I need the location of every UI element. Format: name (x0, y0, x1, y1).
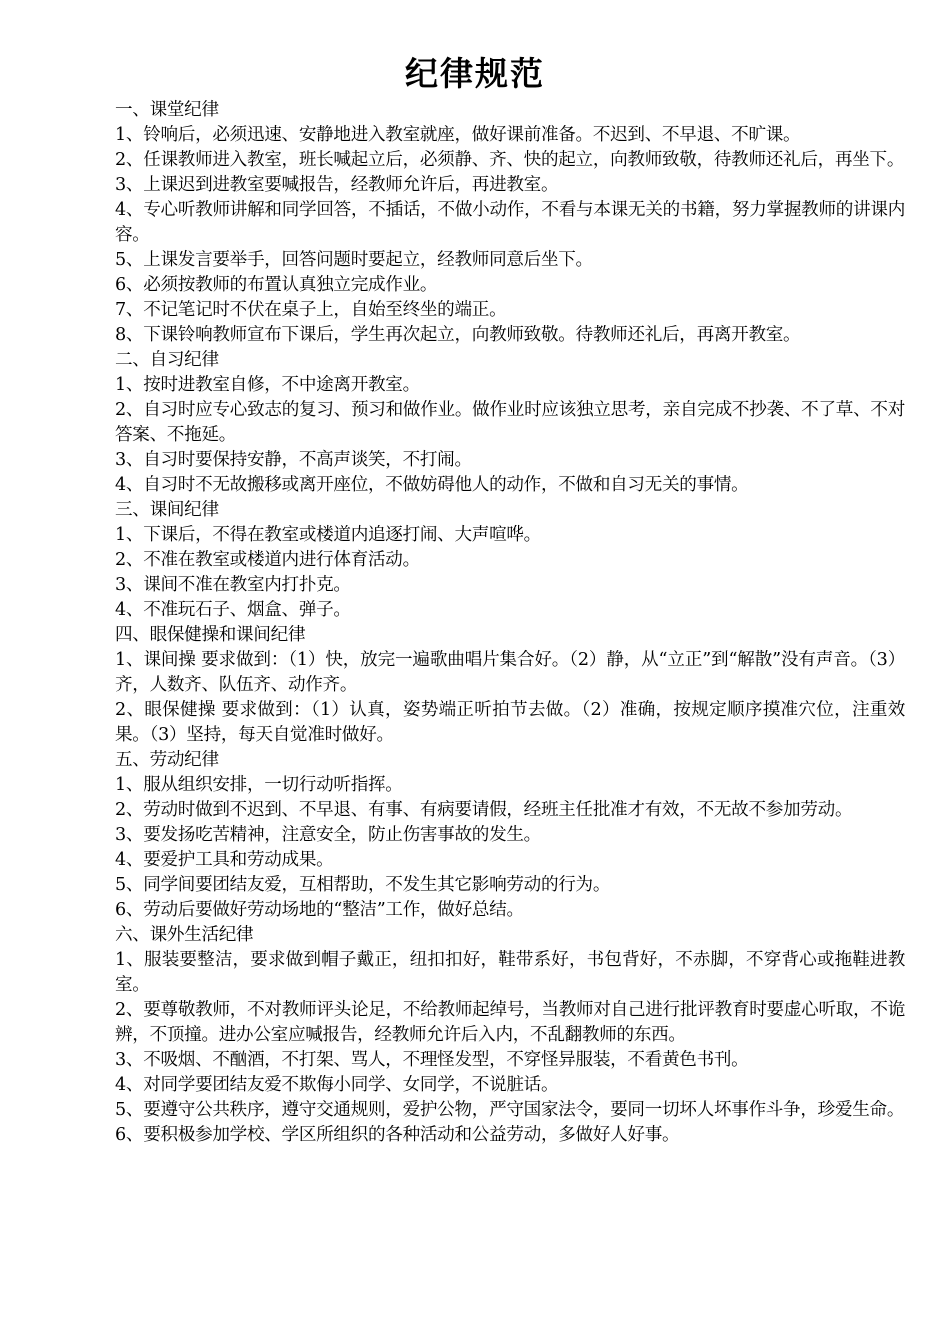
rule-item: 4、对同学要团结友爱不欺侮小同学、女同学，不说脏话。 (115, 1075, 559, 1095)
section-heading: 六、课外生活纪律 (115, 925, 254, 945)
rule-item: 2、眼保健操 要求做到：（1）认真，姿势端正听拍节去做。（2）准确，按规定顺序摸准穴位，注重效果。（3）坚持，每天自觉准时做好。 (115, 700, 905, 745)
rule-item: 7、不记笔记时不伏在桌子上，自始至终坐的端正。 (115, 300, 507, 320)
rule-item: 4、要爱护工具和劳动成果。 (115, 850, 334, 870)
rule-item: 1、下课后，不得在教室或楼道内追逐打闹、大声喧哗。 (115, 525, 541, 545)
section-labor (115, 748, 905, 923)
section-extracurricular (115, 923, 905, 1148)
rule-item: 5、要遵守公共秩序，遵守交通规则，爱护公物，严守国家法令，要同一切坏人坏事作斗争，珍爱生命。 (115, 1100, 905, 1120)
rule-item: 3、课间不准在教室内打扑克。 (115, 575, 351, 595)
section-heading: 二、自习纪律 (115, 350, 219, 370)
page-title: 纪律规范 (405, 54, 545, 93)
rule-item: 3、自习时要保持安静，不高声谈笑，不打闹。 (115, 450, 472, 470)
rule-item: 8、下课铃响教师宣布下课后，学生再次起立，向教师致敬。待教师还礼后，再离开教室。 (115, 325, 801, 345)
rule-item: 1、按时进教室自修，不中途离开教室。 (115, 375, 420, 395)
rule-item: 2、任课教师进入教室，班长喊起立后，必须静、齐、快的起立，向教师致敬，待教师还礼后，再坐下。 (115, 150, 905, 170)
section-heading: 三、课间纪律 (115, 500, 219, 520)
rule-item: 3、要发扬吃苦精神，注意安全，防止伤害事故的发生。 (115, 825, 541, 845)
rule-item: 6、劳动后要做好劳动场地的“整洁”工作，做好总结。 (115, 900, 524, 920)
rule-item: 3、上课迟到进教室要喊报告，经教师允许后，再进教室。 (115, 175, 559, 195)
document-body (115, 98, 905, 1148)
section-heading: 四、眼保健操和课间纪律 (115, 625, 306, 645)
rule-item: 2、不准在教室或楼道内进行体育活动。 (115, 550, 420, 570)
rule-item: 2、要尊敬教师，不对教师评头论足，不给教师起绰号，当教师对自己进行批评教育时要虚心听取，不诡辨，不顶撞。进办公室应喊报告，经教师允许后入内，不乱翻教师的东西。 (115, 1000, 905, 1045)
rule-item: 2、自习时应专心致志的复习、预习和做作业。做作业时应该独立思考，亲自完成不抄袭、不了草、不对答案、不拖延。 (115, 400, 905, 445)
rule-item: 3、不吸烟、不酗酒，不打架、骂人，不理怪发型，不穿怪异服装，不看黄色书刊。 (115, 1050, 749, 1070)
rule-item: 4、自习时不无故搬移或离开座位，不做妨碍他人的动作，不做和自习无关的事情。 (115, 475, 749, 495)
rule-item: 4、专心听教师讲解和同学回答，不插话，不做小动作，不看与本课无关的书籍，努力掌握教师的讲课内容。 (115, 200, 905, 245)
rule-item: 1、服从组织安排，一切行动听指挥。 (115, 775, 403, 795)
section-heading: 五、劳动纪律 (115, 750, 219, 770)
rule-item: 5、同学间要团结友爱，互相帮助，不发生其它影响劳动的行为。 (115, 875, 611, 895)
rule-item: 6、必须按教师的布置认真独立完成作业。 (115, 275, 438, 295)
rule-item: 1、铃响后，必须迅速、安静地进入教室就座，做好课前准备。不迟到、不早退、不旷课。 (115, 125, 801, 145)
section-recess (115, 498, 905, 623)
rule-item: 1、课间操 要求做到：（1）快，放完一遍歌曲唱片集合好。（2）静，从“立正”到“解散”没有声音。（3）齐，人数齐、队伍齐、动作齐。 (115, 650, 905, 695)
rule-item: 6、要积极参加学校、学区所组织的各种活动和公益劳动，多做好人好事。 (115, 1125, 680, 1145)
section-classroom (115, 98, 905, 348)
rule-item: 4、不准玩石子、烟盒、弹子。 (115, 600, 351, 620)
rule-item: 2、劳动时做到不迟到、不早退、有事、有病要请假，经班主任批准才有效，不无故不参加劳动。 (115, 800, 853, 820)
section-self-study (115, 348, 905, 498)
rule-item: 5、上课发言要举手，回答问题时要起立，经教师同意后坐下。 (115, 250, 593, 270)
rule-item: 1、服装要整洁，要求做到帽子戴正，纽扣扣好，鞋带系好，书包背好，不赤脚，不穿背心或拖鞋进教室。 (115, 950, 905, 995)
section-heading: 一、课堂纪律 (115, 100, 219, 120)
section-exercises (115, 623, 905, 748)
